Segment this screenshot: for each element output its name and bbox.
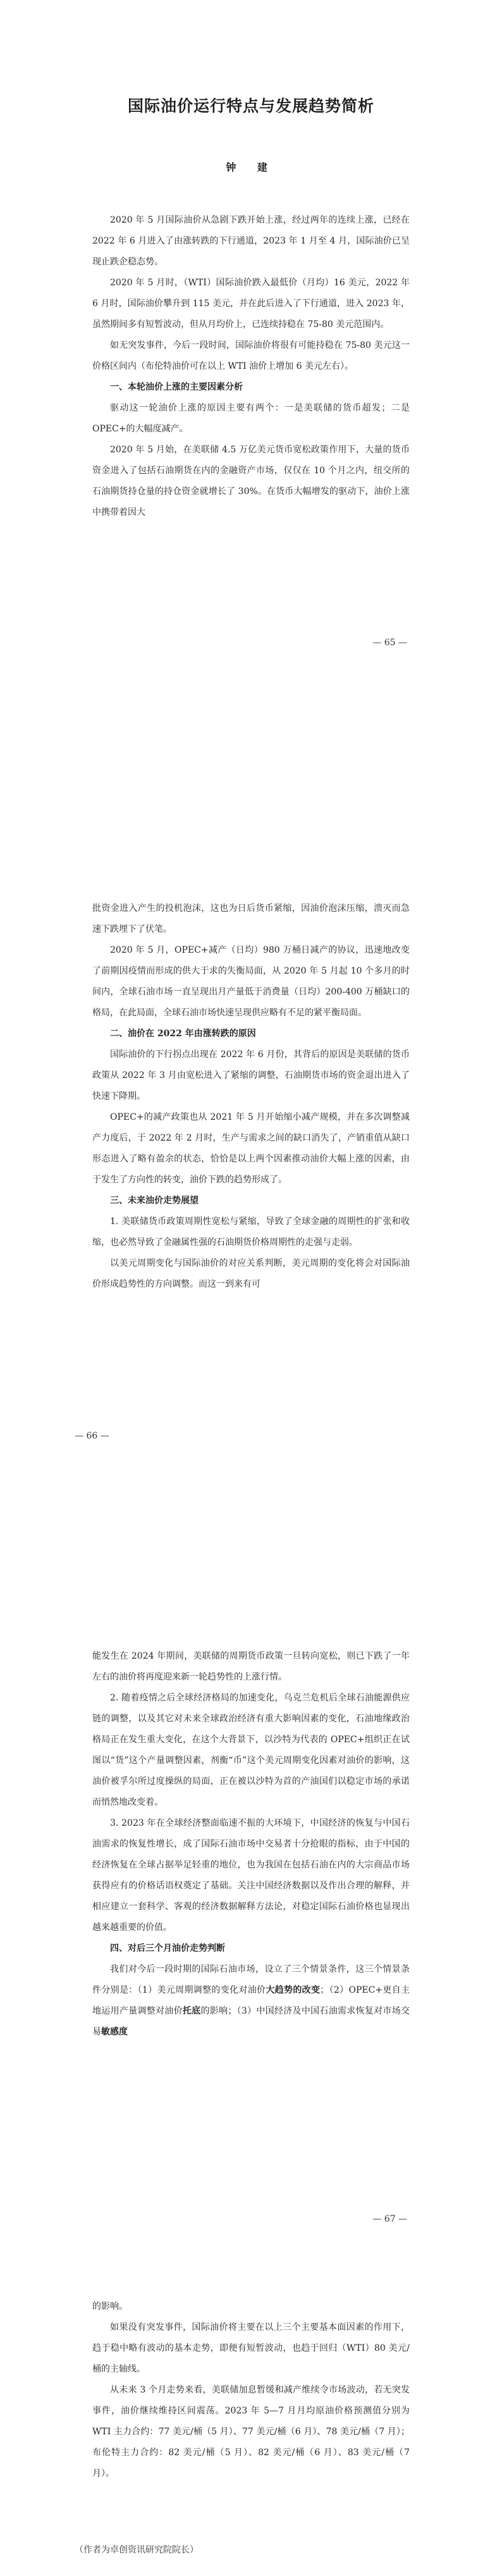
text-run: ；（2）OPEC+更自主地运用产量调整对油价 — [92, 1985, 410, 2016]
paragraph: 1. 美联储货币政策周期性宽松与紧缩，导致了全球金融的周期性的扩张和收缩，也必然导致了金融属性强的石油期货价格周期性的走强与走弱。 — [92, 1217, 410, 1248]
paragraph: 国际油价的下行拐点出现在 2022 年 6 月份，其背后的原因是美联储的货币政策从 2022 年 3 月由宽松进入了紧缩的调整，石油期货市场的资金退出进入了快速下降期。 — [92, 1050, 410, 1101]
page-65-body — [92, 210, 410, 523]
page-67-body — [92, 1646, 410, 2043]
emphasis-text: 敏感度 — [101, 2027, 128, 2037]
page-68-body — [92, 2296, 410, 2484]
text-run: 我们对今后一段时期的国际石油市场，设立了三个情景条件，这三个情景条件分别是：（1）美元周期调整的变化对油价 — [92, 1964, 410, 1995]
paragraph: 批资金进入产生的投机泡沫，这也为日后货币紧缩，因油价泡沫压缩，溃灭而急速下跌埋下了伏笔。 — [92, 903, 410, 934]
paragraph: 如无突发事件，今后一段时间，国际油价将很有可能持稳在 75-80 美元这一价格区间内（布伦特油价可在以上 WTI 油价上增加 6 美元左右）。 — [92, 340, 410, 371]
paragraph: 驱动这一轮油价上涨的原因主要有两个：一是美联储的货币超发；二是 OPEC+的大幅度减产。 — [92, 403, 410, 434]
page-number: — 67 — — [372, 2214, 407, 2224]
text-run: 的影响；（3）中国经济及中国石油需求恢复对市场交易 — [92, 2006, 410, 2037]
author-footnote: （作者为卓创资讯研究院院长） — [75, 2545, 199, 2555]
paragraph: 2020 年 5 月国际油价从急剧下跌开始上涨，经过两年的连续上涨，已经在 2022 年 6 月进入了由涨转跌的下行通道，2023 年 1 月至 4 月，国际油价已呈现止跌企稳态势。 — [92, 215, 410, 267]
paragraph-scenarios — [92, 1959, 410, 2043]
page-number: — 65 — — [372, 638, 407, 648]
paragraph: 从未来 3 个月走势来看，美联储加息暂缓和减产维续令市场波动，若无突发事件，油价继续维持区间震荡。2023 年 5—7 月月均原油价格预测值分别为 WTI 主力合约：77 美元/桶（5 月）、77 美元/桶（6 月）、78 美元/桶（7 月）；布伦特主力合约：82 美元/桶（5 月）、82 美元/桶（6 月）、83 美元/桶（7 月）。 — [92, 2385, 410, 2479]
page-66-body — [92, 898, 410, 1295]
page-number: — 66 — — [75, 1431, 109, 1441]
paragraph: 3. 2023 年在全球经济整面临速不振的大环境下，中国经济的恢复与中国石油需求的恢复性增长，成了国际石油市场中交易者十分抢眼的指标，由于中国的经济恢复在全球占据举足轻重的地位，也为我国在包括石油在内的大宗商品市场获得应有的价格话语权奠定了基础。关注中国经济数据以及作出合理的解释，并相应建立一套科学、客观的经济数据解释方法论，对稳定国际石油价格也显现出越来越重要的价值。 — [92, 1818, 410, 1933]
emphasis-text: 托底 — [182, 2006, 201, 2016]
article-title: 国际油价运行特点与发展趋势简析 — [127, 97, 374, 115]
paragraph: 能发生在 2024 年期间，美联储的周期货币政策一旦转向宽松，则已下跌了一年左右的油价将再度迎来新一轮趋势性的上涨行情。 — [92, 1651, 410, 1682]
section-heading-1: 一、本轮油价上涨的主要因素分析 — [110, 382, 243, 392]
section-heading-3: 三、未来油价走势展望 — [110, 1196, 199, 1206]
paragraph: 2020 年 5 月始，在美联储 4.5 万亿美元货币宽松政策作用下，大量的货币资金进入了包括石油期货在内的金融资产市场，仅仅在 10 个月之内，纽交所的石油期货持仓量的持仓资金就增长了 30%。在货币大幅增发的驱动下，油价上涨中携带着因大 — [92, 445, 410, 517]
paragraph: 2. 随着疫情之后全球经济格局的加速变化，乌克兰危机后全球石油能源供应链的调整，以及其它对未来全球政治经济有重大影响因素的变化，石油地缘政治格局正在发生重大变化，在这个大背景下，以沙特为代表的 OPEC+组织正在试图以“货”这个产量调整因素，剂衡“币”这个美元周期变化因素对油价的影响，这油价被孚尔所过度操纵的局面，正在被以沙特为首的产油国们以稳定市场的承诺而悄然地改变着。 — [92, 1693, 410, 1807]
page-68 — [0, 2296, 502, 2576]
paragraph: 以美元周期变化与国际油价的对应关系判断，美元周期的变化将会对国际油价形成趋势性的方向调整。而这一到来有可 — [92, 1258, 410, 1289]
page-65 — [0, 0, 502, 772]
paragraph: OPEC+的减产政策也从 2021 年 5 月开始缩小减产规模，并在多次调整减产力度后，于 2022 年 2 月时，生产与需求之间的缺口消失了，产销重值从缺口形态进入了略有盈余的状态，恰恰是以上两个因素推动油价大幅上涨的因素，由于发生了方向性的转变，油价下跌的趋势形成了。 — [92, 1112, 410, 1185]
paragraph: 2020 年 5 月时，（WTI）国际油价跌入最低价（月均）16 美元，2022 年 6 月时，国际油价攀升到 115 美元，并在此后进入了下行通道，进入 2023 年，虽然期间多有短暂波动，但从月均价上，已连续持稳在 75-80 美元范围内。 — [92, 278, 410, 330]
article-author: 钟 建 — [226, 161, 276, 173]
section-heading-4: 四、对后三个月油价走势判断 — [110, 1943, 225, 1954]
page-67 — [0, 1544, 502, 2296]
paragraph: 的影响。 — [92, 2301, 128, 2312]
paragraph: 如果没有突发事件，国际油价将主要在以上三个主要基本面因素的作用下，趋于稳中略有波动的基本走势，即便有短暂波动，也趋于回归（WTI）80 美元/桶的主轴线。 — [92, 2322, 410, 2374]
emphasis-text: 大趋势的改变 — [266, 1985, 321, 1995]
page-66 — [0, 772, 502, 1544]
section-heading-2: 二、油价在 2022 年由涨转跌的原因 — [110, 1029, 256, 1039]
paragraph: 2020 年 5 月，OPEC+减产（日均）980 万桶日减产的协议，迅速地改变了前期因疫情而形成的供大于求的失衡局面，从 2020 年 5 月起 10 个多月的时间内，全球石油市场一直呈现出月产量低于消费量（日均）200-400 万桶缺口的格局，在此局面，全球石油市场快速呈现供应略有不足的紧平衡局面。 — [92, 945, 410, 1018]
